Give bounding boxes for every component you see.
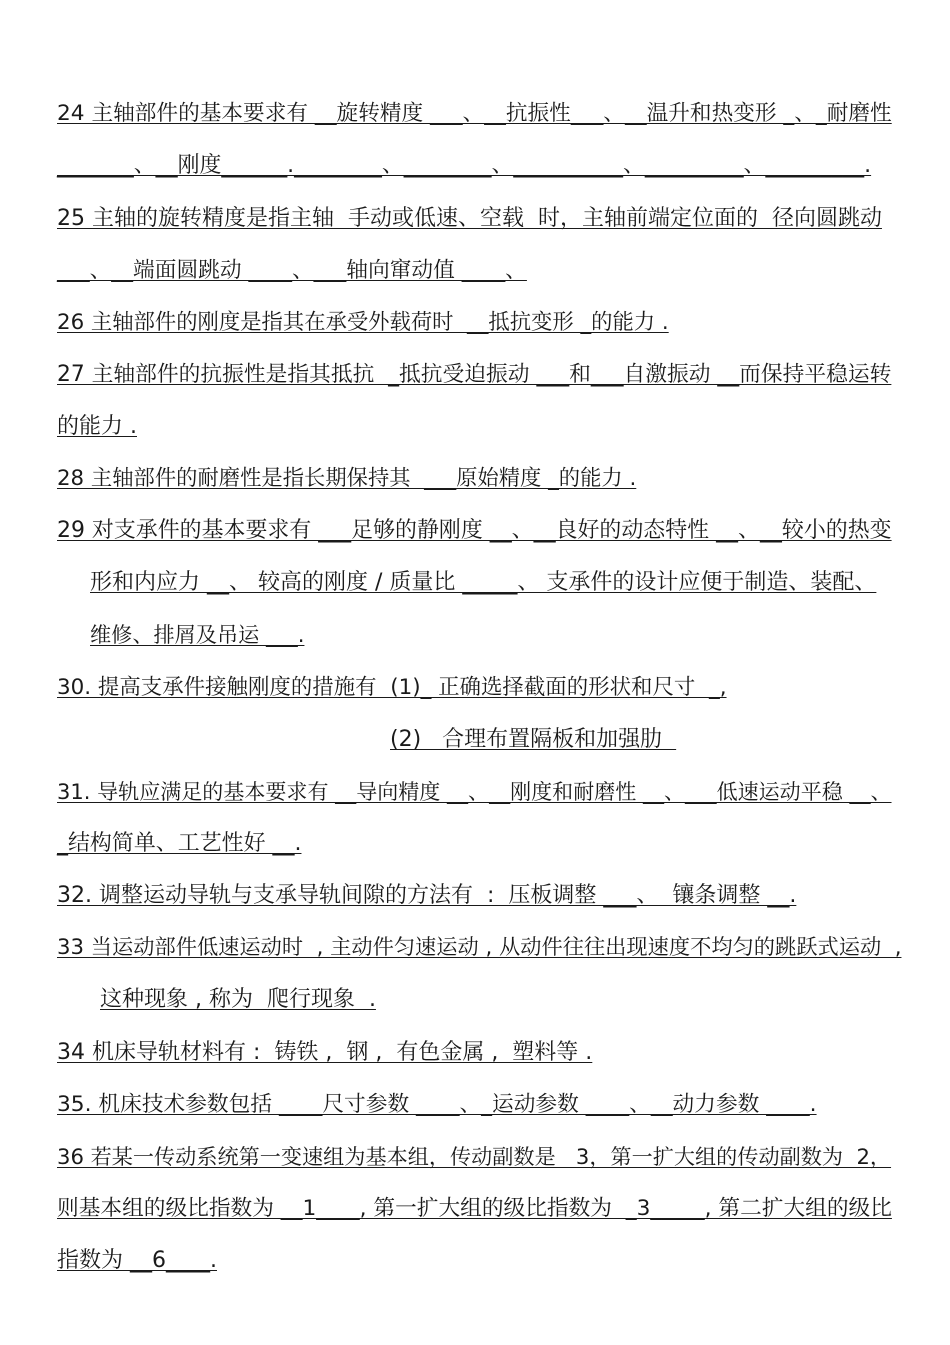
- line-q30-a: 30. 提高支承件接触刚度的措施有 (1)_ 正确选择截面的形状和尺寸 _,: [57, 675, 727, 700]
- line-q29-c: 维修、排屑及吊运 ___.: [90, 622, 305, 647]
- line-q27-a: 27 主轴部件的抗振性是指其抵抗 _抵抗受迫振动 ___和___自激振动 __而保持平稳运转: [57, 362, 892, 387]
- line-q24-a: 24 主轴部件的基本要求有 __旋转精度 ___、__抗振性___、__温升和热变形 _、_耐磨性: [57, 101, 892, 126]
- line-q33-a: 33 当运动部件低速运动时 , 主动件匀速运动 , 从动件往往出现速度不均匀的跳跃式运动 ,: [57, 935, 902, 960]
- line-q34: 34 机床导轨材料有 : 铸铁 , 钢 , 有色金属 , 塑料等 .: [57, 1040, 593, 1065]
- line-q26: 26 主轴部件的刚度是指其在承受外载荷时 __抵抗变形 _的能力 .: [57, 310, 669, 335]
- line-q27-b: 的能力 .: [57, 414, 137, 439]
- line-q31-b: _结构简单、工艺性好 __.: [57, 831, 302, 856]
- line-q36-a: 36 若某一传动系统第一变速组为基本组，传动副数是 3，第一扩大组的传动副数为 2，: [57, 1144, 892, 1169]
- line-q33-b: 这种现象 , 称为 爬行现象 .: [100, 987, 376, 1012]
- line-q24-b: _______、__刚度______.________、________、__________、_________、_________.: [57, 153, 872, 178]
- line-q36-c: 指数为 __6____.: [57, 1248, 217, 1273]
- line-q31-a: 31. 导轨应满足的基本要求有 __导向精度 __、__刚度和耐磨性 __、___低速运动平稳 __、: [57, 779, 892, 804]
- line-q29-b: 形和内应力 __、 较高的刚度 / 质量比 _____、 支承件的设计应便于制造、装配、: [90, 570, 877, 595]
- line-q25-a: 25 主轴的旋转精度是指主轴 手动或低速、空载 时，主轴前端定位面的 径向圆跳动: [57, 206, 882, 231]
- line-q30-b: (2) 合理布置隔板和加强肋: [390, 727, 677, 752]
- line-q32: 32. 调整运动导轨与支承导轨间隙的方法有 : 压板调整 ___、 镶条调整 __.: [57, 883, 797, 908]
- line-q35: 35. 机床技术参数包括 ____尺寸参数 ____、_运动参数 ____、__动力参数 ____.: [57, 1092, 817, 1117]
- line-q28: 28 主轴部件的耐磨性是指长期保持其 ___原始精度 _的能力 .: [57, 466, 637, 491]
- line-q29-a: 29 对支承件的基本要求有 ___足够的静刚度 __、__良好的动态特性 __、__较小的热变: [57, 518, 892, 543]
- line-q36-b: 则基本组的级比指数为 __1____, 第一扩大组的级比指数为 _3_____, 第二扩大组的级比: [57, 1196, 892, 1221]
- line-q25-b: ___、__端面圆跳动 ____、___轴向窜动值 ____、: [57, 258, 527, 283]
